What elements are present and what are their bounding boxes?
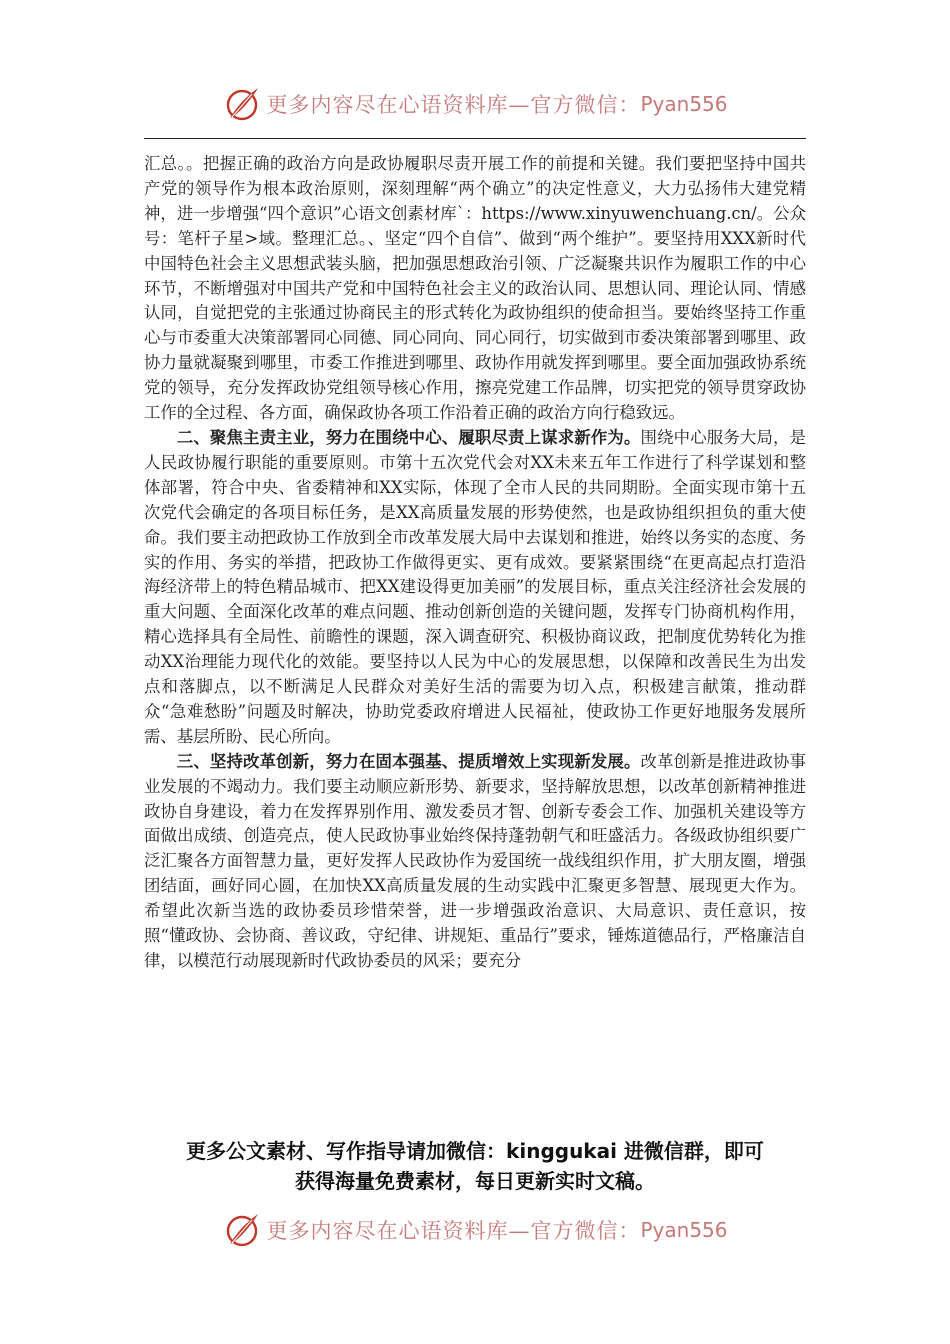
section-heading-2: 二、聚焦主责主业，努力在围绕中心、履职尽责上谋求新作为。 [176, 427, 641, 447]
header-divider [144, 138, 806, 139]
paragraph-2 [144, 426, 806, 750]
paragraph-1: 汇总。。把握正确的政治方向是政协履职尽责开展工作的前提和关键。我们要把坚持中国共产党的领导作为根本政治原则，深刻理解“两个确立”的决定性意义，大力弘扬伟大建党精神，进一步增强“四个意识”心语文创素材库`：https://www.xinyuwenchuang.cn/。公众号：笔杆子星>域。整理汇总。、坚定“四个自信”、做到“两个维护”。要坚持用XXX新时代中国特色社会主义思想武装头脑，把加强思想政治引领、广泛凝聚共识作为履职工作的中心环节，不断增强对中国共产党和中国特色社会主义的政治认同、思想认同、理论认同、情感认同，自觉把党的主张通过协商民主的形式转化为政协组织的使命担当。要始终坚持工作重心与市委重大决策部署同心同德、同心同向、同心同行，切实做到市委决策部署到哪里、政协力量就凝聚到哪里，市委工作推进到哪里、政协作用就发挥到哪里。要全面加强政协系统党的领导，充分发挥政协党组领导核心作用，擦亮党建工作品牌，切实把党的领导贯穿政协工作的全过程、各方面，确保政协各项工作沿着正确的政治方向行稳致远。 [144, 154, 806, 423]
document-body [144, 152, 806, 974]
header-slogan: 更多内容尽在心语资料库—官方微信： [266, 93, 641, 117]
footer-promo-line-2: 获得海量免费素材，每日更新实时文稿。 [295, 1169, 655, 1193]
paragraph-2-text: 围绕中心服务大局，是人民政协履行职能的重要原则。市第十五次党代会对XX未来五年工作进行了科学谋划和整体部署，符合中央、省委精神和XX实际，体现了全市人民的共同期盼。全面实现市第十五次党代会确定的各项目标任务，是XX高质量发展的形势使然，也是政协组织担负的重大使命。我们要主动把政协工作放到全市改革发展大局中去谋划和推进，始终以务实的态度、务实的作用、务实的举措，把政协工作做得更实、更有成效。要紧紧围绕“在更高起点打造沿海经济带上的特色精品城市、把XX建设得更加美丽”的发展目标，重点关注经济社会发展的重大问题、全面深化改革的难点问题、推动创新创造的关键问题，发挥专门协商机构作用，精心选择具有全局性、前瞻性的课题，深入调查研究、积极协商议政，把制度优势转化为推动XX治理能力现代化的效能。要坚持以人民为中心的发展思想，以保障和改善民生为出发点和落脚点，以不断满足人民群众对美好生活的需要为切入点，积极建言献策，推动群众“急难愁盼”问题及时解决，协助党委政府增进人民福祉，使政协工作更好地服务发展所需、基层所盼、民心所向。 [144, 427, 806, 746]
paragraph-3 [144, 750, 806, 974]
page-footer-header [0, 1206, 950, 1254]
footer-wechat-id: Pyan556 [640, 1218, 728, 1242]
footer-promo-line-1: 更多公文素材、写作指导请加微信：kinggukai 进微信群，即可 [186, 1139, 764, 1163]
quill-pen-circle-logo-icon [222, 84, 262, 124]
page-header [0, 80, 950, 128]
header-wechat-id: Pyan556 [640, 92, 728, 116]
paragraph-3-text: 改革创新是推进政协事业发展的不竭动力。我们要主动顺应新形势、新要求，坚持解放思想，以改革创新精神推进政协自身建设，着力在发挥界别作用、激发委员才智、创新专委会工作、加强机关建设等方面做出成绩、创造亮点，使人民政协事业始终保持蓬勃朝气和旺盛活力。各级政协组织要广泛汇聚各方面智慧力量，更好发挥人民政协作为爱国统一战线组织作用，扩大朋友圈，增强团结面，画好同心圆，在加快XX高质量发展的生动实践中汇聚更多智慧、展现更大作为。希望此次新当选的政协委员珍惜荣誉，进一步增强政治意识、大局意识、责任意识，按照“懂政协、会协商、善议政，守纪律、讲规矩、重品行”要求，锤炼道德品行，严格廉洁自律，以模范行动展现新时代政协委员的风采；要充分 [144, 751, 806, 970]
footer-promo [100, 1136, 850, 1196]
section-heading-3: 三、坚持改革创新，努力在固本强基、提质增效上实现新发展。 [176, 751, 641, 771]
footer-slogan: 更多内容尽在心语资料库—官方微信： [266, 1219, 641, 1243]
quill-pen-circle-logo-icon [222, 1210, 262, 1250]
